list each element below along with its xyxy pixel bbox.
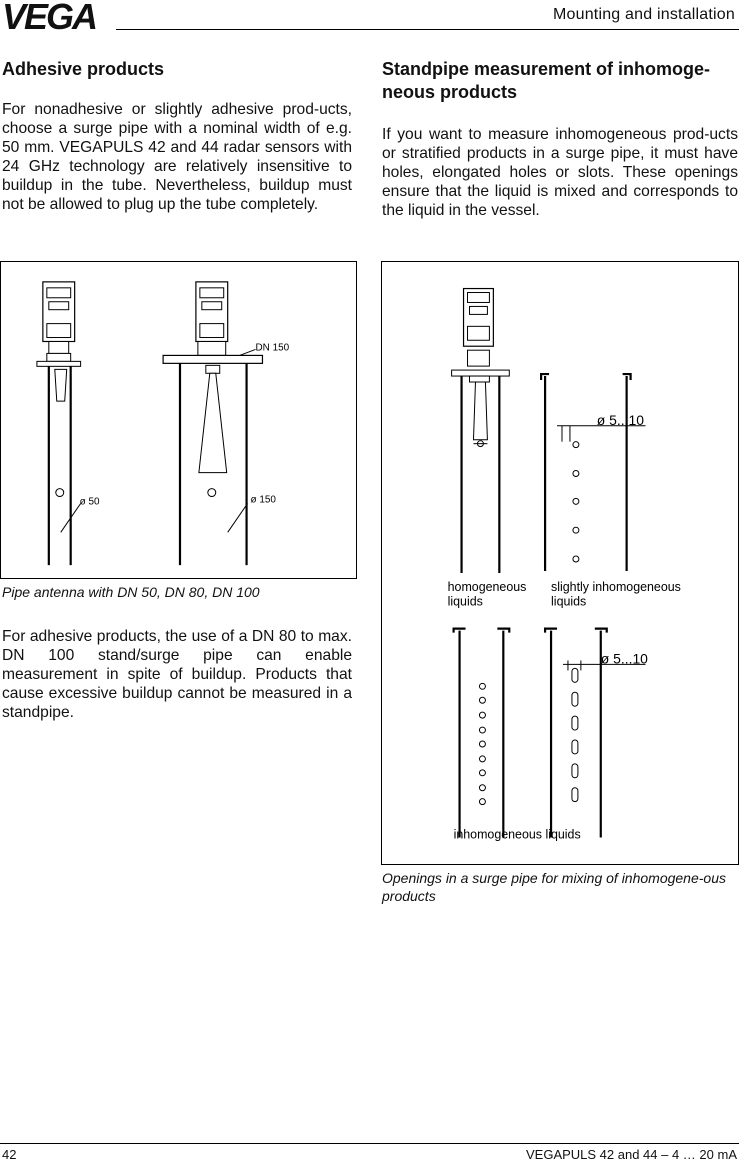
label-slightly-line1: slightly inhomogeneous — [551, 579, 681, 594]
paragraph-adhesive: For adhesive products, the use of a DN 80 to max. DN 100 stand/surge pipe can enable measurement in spite of buildup. Products that cause excessive buildup cannot be measured in a standpipe. — [2, 628, 352, 721]
sensor-housing — [464, 289, 494, 367]
figure-surge-pipe-openings — [381, 261, 739, 865]
label-diameter-150: ø 150 — [250, 494, 276, 506]
heading-adhesive-products: Adhesive products — [2, 59, 165, 79]
hole-right — [208, 489, 216, 497]
footer-rule — [0, 1143, 739, 1144]
caption-surge-pipe-openings: Openings in a surge pipe for mixing of inhomogene-ous products — [382, 870, 726, 904]
dimension-label-2: ø 5...10 — [600, 650, 648, 667]
heading-standpipe-measurement: Standpipe measurement of inhomoge-neous products — [382, 59, 711, 102]
logo-text: VEGA — [2, 0, 97, 32]
label-dn150: DN 150 — [255, 342, 290, 354]
label-homogeneous-line2: liquids — [447, 594, 483, 609]
paragraph-inhomogeneous: If you want to measure inhomogeneous prod-ucts or stratified products in a surge pipe, it must have holes, elongated holes or slots. These openings ensure that the liquid is mixed and corresponds to the liquid in the vessel. — [382, 126, 738, 219]
figure-pipe-antenna — [0, 261, 357, 579]
header-rule — [116, 29, 739, 30]
label-slightly-line2: liquids — [551, 594, 587, 609]
sensor-housing-right — [196, 282, 228, 356]
label-inhomogeneous: inhomogeneous liquids — [453, 827, 581, 842]
paragraph-nonadhesive: For nonadhesive or slightly adhesive prod-ucts, choose a surge pipe with a nominal width of e.g. 50 mm. VEGAPULS 42 and 44 radar sensors with 24 GHz technology are relatively insensitive to buildup in the tube. Nevertheless, buildup must not be allowed to plug up the tube completely. — [2, 101, 352, 213]
hole-left — [56, 489, 64, 497]
dimension-label-1: ø 5...10 — [596, 411, 644, 428]
vega-logo — [2, 0, 110, 32]
caption-pipe-antenna: Pipe antenna with DN 50, DN 80, DN 100 — [2, 584, 260, 600]
footer-product: VEGAPULS 42 and 44 – 4 … 20 mA — [525, 1147, 737, 1162]
page-number: 42 — [2, 1147, 17, 1162]
label-diameter-50: ø 50 — [79, 496, 100, 508]
section-title: Mounting and installation — [552, 6, 735, 23]
sensor-housing-left — [43, 282, 75, 361]
label-homogeneous-line1: homogeneous — [447, 579, 527, 594]
